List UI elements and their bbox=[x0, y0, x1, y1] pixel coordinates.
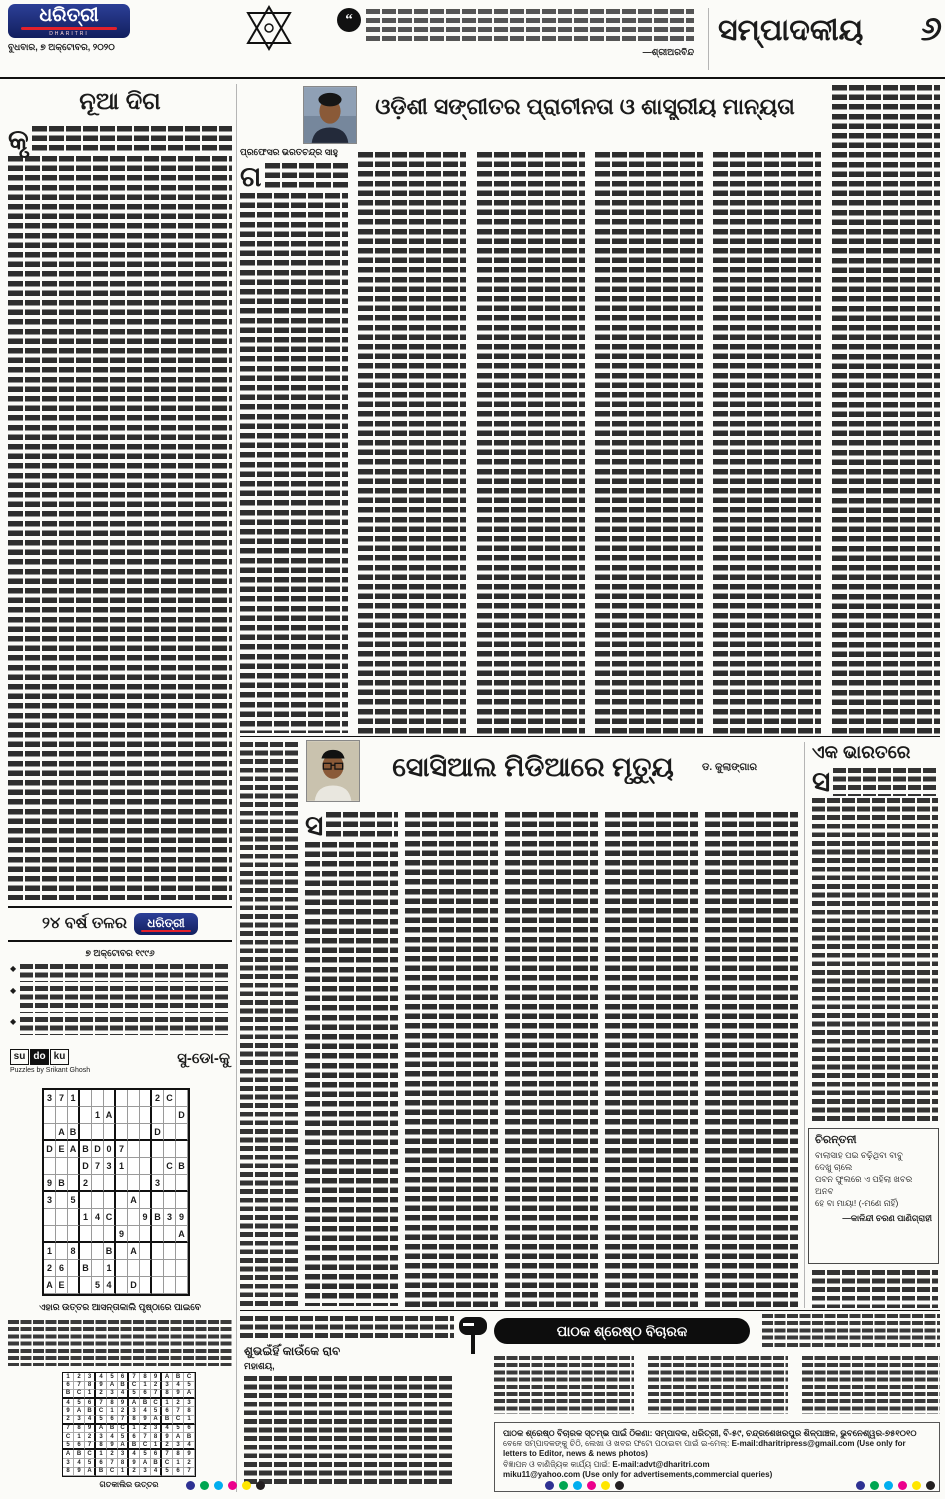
bottom-rule bbox=[240, 1310, 940, 1311]
contact-email-2: E-mail:advt@dharitri.com bbox=[612, 1459, 710, 1469]
quote-attribution: —ଶ୍ରୀଅରବିନ୍ଦ bbox=[642, 47, 694, 57]
bharat-body bbox=[812, 768, 938, 1124]
contact-note-1: ବେଳେ ସମ୍ପାଦକଙ୍କୁ ଚିଠି, ଲେଖା ଓ ଖବର ଫଟୋ ପଠାଇବା ପାଇଁ ଇ-ମେଲ୍: bbox=[503, 1438, 730, 1448]
years-ago-banner bbox=[8, 906, 232, 942]
music-col-5 bbox=[713, 152, 821, 735]
masthead-date: ବୁଧବାର, ୭ ଅକ୍ଟୋବର, ୨୦୨୦ bbox=[8, 42, 115, 52]
editorial-dropcap: କୃ bbox=[8, 124, 29, 155]
contact-email-3: miku11@yahoo.com (Use only for advertisements,commercial queries) bbox=[503, 1470, 773, 1479]
body-text bbox=[20, 986, 230, 1013]
social-col-5 bbox=[705, 812, 798, 1308]
sudoku-header bbox=[10, 1046, 230, 1074]
masthead-logo-text: ଧରିତ୍ରୀ bbox=[39, 4, 99, 26]
years-ago-date: ୭ ଅକ୍ଟୋବର ୧୯୯୬ bbox=[85, 948, 155, 958]
body-text bbox=[8, 156, 232, 900]
music-headline: ଓଡ଼ିଶୀ ସଙ୍ଗୀତର ପ୍ରାଚୀନତା ଓ ଶାସ୍ତ୍ରୀୟ ମାନ୍ୟତା bbox=[375, 94, 795, 119]
music-col-4 bbox=[595, 152, 703, 735]
body-text bbox=[32, 126, 232, 154]
sudoku-solution-grid: 1 2 3 4 5 6 7 8 9 A B C 6 7 8 9 A B C 1 2 3 4 5 B C 1 2 3 4 5 6 7 8 9 A 4 5 6 7 8 9 A B C 1 2 3 9 A B C 1 2 3 4 5 6 7 8 2 3 4 5 6 7 8 9 A B C 1 7 8 9 A B C 1 2 3 4 5 6 C 1 2 3 4 5 6 7 8 9 A B 5 6 7 8 9 A B C 1 2 3 4 A B C 1 2 3 4 5 6 7 8 9 3 4 5 6 7 8 9 A B C 1 2 8 9 A B C 1 2 3 4 5 6 7 bbox=[62, 1372, 196, 1477]
chirantani-line: ଦେଖୁ ଚାଲେ bbox=[815, 1162, 853, 1172]
body-text bbox=[812, 798, 938, 1124]
chirantani-line: ପବନ ଫୁଲରେ ଏ ପହିଲା ଖବର bbox=[815, 1174, 913, 1184]
sudoku-brand-do: do bbox=[30, 1049, 49, 1065]
registration-marks bbox=[856, 1481, 935, 1490]
bullet-icon: ◆ bbox=[10, 964, 17, 973]
contact-note-2: ବିଜ୍ଞାପନ ଓ ବାଣିଜ୍ୟିକ କାର୍ଯ୍ୟ ପାଇଁ: bbox=[503, 1459, 611, 1469]
masthead-logo-subtext: DHARITRI bbox=[49, 30, 89, 37]
masthead-logo bbox=[8, 4, 130, 38]
years-ago-item bbox=[10, 964, 230, 982]
readers-section-title: ପାଠକ ଶ୍ରେଷ୍ଠ ବିଚାରକ bbox=[556, 1322, 688, 1339]
bullet-icon: ◆ bbox=[10, 1017, 17, 1026]
sudoku-yesterday-label: ଗତକାଲିର ଉତ୍ତର bbox=[99, 1480, 159, 1489]
social-byline: ଡ. କୁଲାଙ୍ଗାର bbox=[702, 762, 758, 773]
mid-rule bbox=[240, 736, 940, 737]
left-column-rule bbox=[236, 84, 237, 1492]
social-col-3 bbox=[505, 812, 598, 1308]
chirantani-attribution: —କାଳିନ୍ଦୀ ଚରଣ ପାଣିଗ୍ରାହୀ bbox=[842, 1213, 932, 1223]
body-text bbox=[265, 163, 348, 191]
chirantani-title: ଚିରନ୍ତନୀ bbox=[815, 1134, 857, 1146]
registration-marks bbox=[545, 1481, 624, 1490]
readers-section-bar bbox=[494, 1318, 750, 1344]
social-col-2 bbox=[405, 812, 498, 1308]
readers-body-col-2 bbox=[648, 1356, 788, 1414]
social-col-1 bbox=[305, 812, 398, 1306]
years-ago-item bbox=[10, 1017, 230, 1035]
readers-body-col-3 bbox=[802, 1356, 940, 1414]
chirantani-line: ବାଲାସାହ ପଇ ଚଢ଼ିଥିବା ବାବୁ bbox=[815, 1150, 903, 1160]
years-ago-items bbox=[10, 964, 230, 1039]
years-ago-logo: ଧରିତ୍ରୀ bbox=[134, 913, 198, 935]
section-title: ସମ୍ପାଦକୀୟ bbox=[718, 14, 864, 47]
sudoku-instructions bbox=[8, 1320, 232, 1366]
page-number: ୬ bbox=[920, 10, 942, 48]
aurobindo-symbol-icon bbox=[246, 5, 292, 56]
body-text bbox=[326, 812, 398, 840]
right-column-rule bbox=[804, 742, 805, 1308]
editorial-body bbox=[8, 126, 232, 900]
readers-body-col-1 bbox=[494, 1356, 634, 1414]
music-col-3 bbox=[477, 152, 585, 735]
quote-icon: “ bbox=[337, 8, 361, 32]
years-ago-item bbox=[10, 986, 230, 1013]
letters-body bbox=[244, 1376, 454, 1488]
author-photo-music bbox=[303, 86, 357, 144]
body-text bbox=[833, 768, 938, 796]
masthead-logo-accent bbox=[21, 27, 116, 30]
sudoku-grid: 3 7 1 2 C 1 A D A B D D E A B D 0 7 D 7 3 1 C B 9 B 2 3 3 5 A 1 4 C 9 B 3 9 9 A 1 8 B A 2 6 B 1 A E 5 4 D bbox=[42, 1088, 190, 1296]
body-text bbox=[240, 193, 348, 733]
music-byline: ପ୍ରଫେସର ଭରତଚନ୍ଦ୍ର ସାହୁ bbox=[240, 147, 338, 157]
editorial-headline: ନୂଆ ଦିଗ bbox=[79, 88, 161, 115]
header-divider bbox=[708, 8, 709, 70]
chirantani-line: ହେ ବା ମାୟା! (-ମଣେ ନାହିଁ) bbox=[815, 1198, 899, 1208]
bharat-headline: ଏକ ଭାରତରେ bbox=[812, 742, 911, 762]
mailbox-icon bbox=[458, 1312, 488, 1361]
registration-marks bbox=[186, 1481, 265, 1490]
letters-headline: ଶୁଭଇଁହିଁ କାଉଁକେ ରାବ bbox=[244, 1344, 341, 1358]
sudoku-answer-note: ଏହାର ଉତ୍ତର ଆସନ୍ତାକାଲି ପୃଷ୍ଠାରେ ପାଇବେ bbox=[39, 1302, 201, 1312]
sudoku-title-odia: ସୁ-ଡୋ-କୁ bbox=[177, 1050, 230, 1067]
chirantani-box bbox=[808, 1128, 939, 1264]
music-dropcap: ଗ bbox=[240, 161, 262, 192]
bharat-dropcap: ସ bbox=[812, 766, 831, 797]
social-dropcap: ସ bbox=[305, 810, 324, 841]
chirantani-line: ଅନବ bbox=[815, 1186, 834, 1196]
music-continuation-col bbox=[240, 742, 298, 1308]
readers-side-text bbox=[762, 1314, 940, 1348]
header-rule bbox=[0, 77, 945, 79]
body-text bbox=[20, 1017, 230, 1035]
sudoku-credit: Puzzles by Srikant Ghosh bbox=[10, 1066, 91, 1074]
daily-quote-text bbox=[366, 9, 694, 45]
music-col-6 bbox=[832, 85, 940, 735]
social-headline: ସୋସିଆଲ ମିଡିଆରେ ମୃତ୍ୟୁ bbox=[392, 752, 674, 782]
sudoku-brand-su: su bbox=[10, 1049, 29, 1065]
social-col-4 bbox=[605, 812, 698, 1308]
contact-email-1: E-mail:dharitripress@gmail.com (Use only for letters to Editor, news & news photos) bbox=[503, 1438, 906, 1458]
author-photo-social bbox=[306, 740, 360, 802]
music-col-1 bbox=[240, 163, 348, 733]
contact-address: ପାଠକ ଶ୍ରେଷ୍ଠ ବିଚାରକ ସ୍ତମ୍ଭ ପାଇଁ ଠିକଣା: ସମ୍ପାଦକ, ଧରିତ୍ରୀ, ବି-୫୯, ଚନ୍ଦ୍ରଶେଖରପୁର ଶିଳ୍ପାଞ୍ଚଳ, ଭୁବନେଶ୍ୱର-୭୫୧୦୧୦ bbox=[503, 1428, 917, 1438]
letters-salutation: ମହାଶୟ, bbox=[244, 1361, 275, 1371]
body-text bbox=[20, 964, 230, 982]
bullet-icon: ◆ bbox=[10, 986, 17, 995]
letters-intro-text bbox=[240, 1316, 454, 1340]
sudoku-brand-ku: ku bbox=[50, 1049, 69, 1065]
years-ago-title: ୨୪ ବର୍ଷ ତଳର bbox=[42, 915, 127, 932]
right-column-footer-text bbox=[812, 1270, 938, 1308]
music-col-2 bbox=[358, 152, 466, 735]
body-text bbox=[305, 842, 398, 1306]
